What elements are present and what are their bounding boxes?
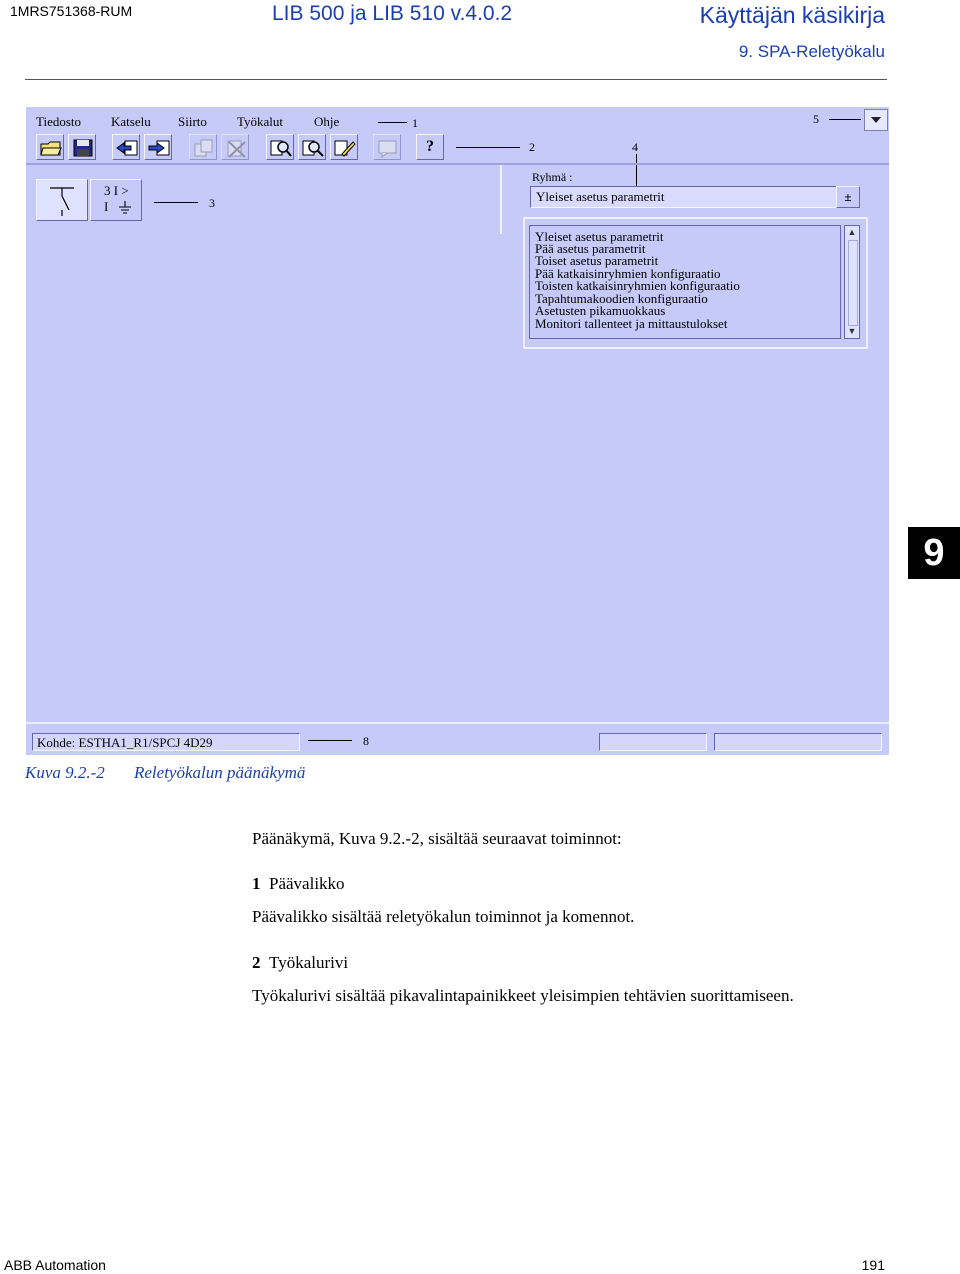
callout-line-2 bbox=[456, 147, 520, 148]
callout-4: 4 bbox=[632, 140, 638, 154]
magnifier-icon bbox=[302, 138, 324, 158]
item-title-1: Päävalikko bbox=[269, 874, 345, 893]
header-divider bbox=[25, 79, 887, 80]
item-heading-1 bbox=[252, 874, 345, 894]
status-bar bbox=[26, 722, 889, 755]
status-field-3 bbox=[714, 733, 882, 751]
top-dropdown-button[interactable] bbox=[864, 109, 888, 131]
relay-symbol-text-2: I bbox=[104, 199, 109, 214]
download-button[interactable] bbox=[112, 134, 140, 160]
relay-symbol-panel bbox=[34, 179, 144, 223]
chapter-tab: 9 bbox=[908, 527, 960, 579]
help-button[interactable] bbox=[416, 134, 444, 160]
footer-company: ABB Automation bbox=[4, 1257, 106, 1273]
arrow-right-icon bbox=[148, 138, 170, 158]
group-list-scrollbar[interactable] bbox=[844, 225, 860, 339]
target-status-field: Kohde: ESTHA1_R1/SPCJ 4D29 bbox=[32, 733, 300, 751]
group-list bbox=[529, 225, 841, 339]
menu-tools[interactable]: Työkalut bbox=[237, 114, 284, 129]
list-item[interactable]: Pää asetus parametrit bbox=[535, 241, 646, 256]
list-item[interactable]: Pää katkaisinryhmien konfiguraatio bbox=[535, 266, 721, 281]
chapter-title: 9. SPA-Reletyökalu bbox=[738, 42, 885, 61]
zoom-button[interactable] bbox=[298, 134, 326, 160]
save-icon bbox=[72, 138, 94, 158]
open-button[interactable] bbox=[36, 134, 64, 160]
callout-5: 5 bbox=[813, 112, 819, 126]
edit-settings-button[interactable] bbox=[330, 134, 358, 160]
main-menu-bar bbox=[26, 107, 889, 133]
ground-icon bbox=[117, 201, 133, 215]
menu-file[interactable]: Tiedosto bbox=[36, 114, 82, 129]
scroll-down-icon[interactable]: ▼ bbox=[847, 326, 857, 336]
callout-3: 3 bbox=[209, 196, 215, 210]
intro-paragraph: Päänäkymä, Kuva 9.2.-2, sisältää seuraavat toiminnot: bbox=[252, 829, 622, 848]
callout-2: 2 bbox=[529, 140, 535, 154]
list-item[interactable]: Monitori tallenteet ja mittaustulokset bbox=[535, 316, 728, 331]
folder-open-icon bbox=[40, 138, 62, 158]
item-description-1: Päävalikko sisältää reletyökalun toiminnot ja komennot. bbox=[252, 907, 635, 926]
status-field-2 bbox=[599, 733, 707, 751]
callout-line-8 bbox=[308, 740, 352, 741]
page-number: 191 bbox=[861, 1257, 885, 1273]
triangle-down-icon bbox=[871, 117, 881, 124]
menu-transfer[interactable]: Siirto bbox=[178, 114, 207, 129]
delete-icon bbox=[225, 138, 247, 158]
compare-button[interactable] bbox=[189, 134, 217, 160]
group-select[interactable]: Yleiset asetus parametrit bbox=[530, 186, 860, 208]
item-heading-2 bbox=[252, 953, 348, 973]
search-settings-button[interactable] bbox=[266, 134, 294, 160]
relay-symbol-text-1: 3 I > bbox=[104, 183, 129, 198]
delete-button[interactable] bbox=[221, 134, 249, 160]
upload-button[interactable] bbox=[144, 134, 172, 160]
callout-8: 8 bbox=[363, 734, 369, 748]
figure-number: Kuva 9.2.-2 bbox=[25, 763, 105, 782]
item-title-2: Työkalurivi bbox=[269, 953, 349, 972]
search-icon bbox=[270, 138, 292, 158]
figure-caption: Reletyökalun päänäkymä bbox=[134, 763, 306, 782]
scroll-up-icon[interactable]: ▲ bbox=[847, 227, 857, 237]
comment-button[interactable] bbox=[373, 134, 401, 160]
dropdown-arrow-icon: ± bbox=[844, 189, 852, 204]
scroll-track[interactable] bbox=[848, 240, 858, 326]
group-select-arrow[interactable] bbox=[836, 186, 860, 208]
item-number-2: 2 bbox=[252, 953, 261, 972]
circuit-breaker-icon bbox=[37, 180, 87, 220]
breaker-symbol-button[interactable] bbox=[36, 179, 88, 221]
help-icon: ? bbox=[426, 138, 434, 155]
callout-1: 1 bbox=[412, 116, 418, 130]
compare-icon bbox=[193, 138, 215, 158]
relay-tool-screenshot bbox=[26, 107, 889, 755]
document-id: 1MRS751368-RUM bbox=[10, 3, 133, 19]
list-item[interactable]: Toiset asetus parametrit bbox=[535, 253, 659, 268]
menu-help[interactable]: Ohje bbox=[314, 114, 340, 129]
callout-line-1 bbox=[378, 122, 407, 123]
item-number-1: 1 bbox=[252, 874, 261, 893]
menu-view[interactable]: Katselu bbox=[111, 114, 151, 129]
arrow-left-icon bbox=[116, 138, 138, 158]
overcurrent-symbol-button[interactable] bbox=[90, 179, 142, 221]
save-button[interactable] bbox=[68, 134, 96, 160]
comment-icon bbox=[377, 138, 399, 158]
pencil-icon bbox=[334, 138, 356, 158]
product-title: LIB 500 ja LIB 510 v.4.0.2 bbox=[272, 2, 513, 25]
list-item[interactable]: Yleiset asetus parametrit bbox=[535, 229, 664, 244]
list-item[interactable]: Toisten katkaisinryhmien konfiguraatio bbox=[535, 278, 740, 293]
item-description-2: Työkalurivi sisältää pikavalintapainikkeet yleisimpien tehtävien suorittamiseen. bbox=[252, 986, 794, 1005]
group-label: Ryhmä : bbox=[532, 170, 573, 184]
list-item[interactable]: Tapahtumakoodien konfiguraatio bbox=[535, 291, 708, 306]
callout-line-5 bbox=[829, 119, 861, 120]
callout-line-3 bbox=[154, 202, 198, 203]
manual-title: Käyttäjän käsikirja bbox=[699, 2, 885, 28]
list-item[interactable]: Asetusten pikamuokkaus bbox=[535, 303, 666, 318]
